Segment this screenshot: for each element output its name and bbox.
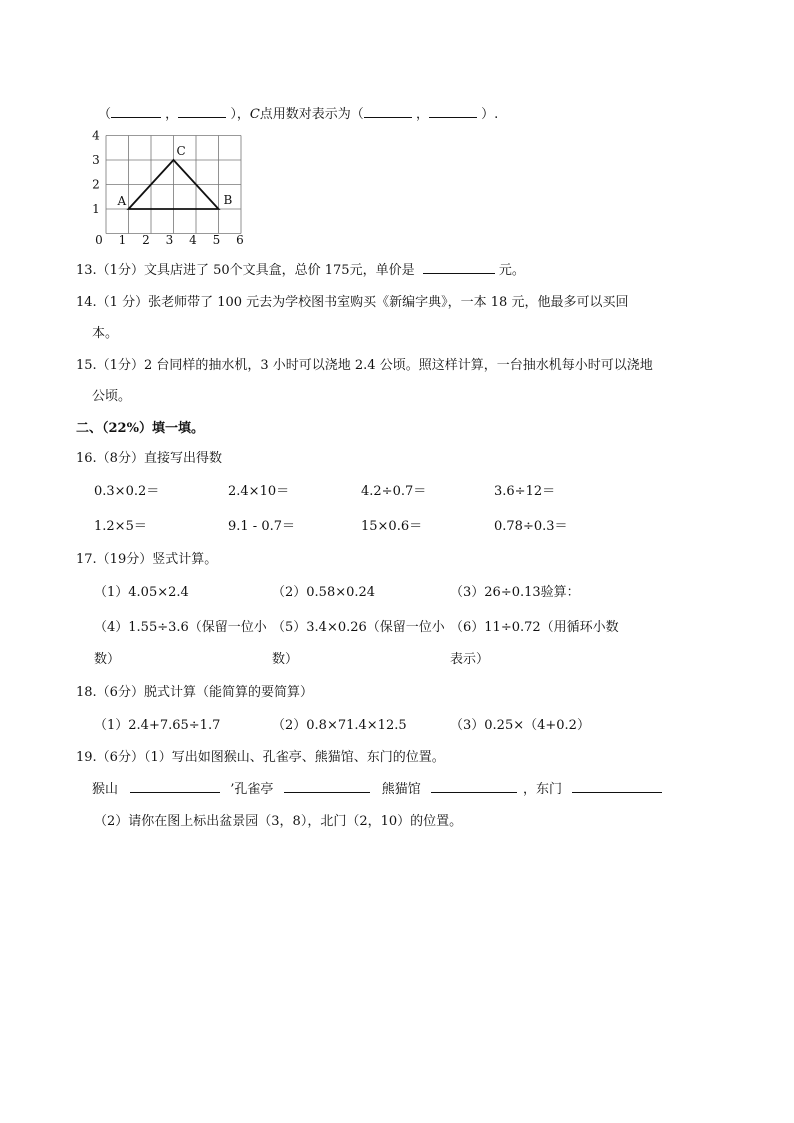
y-tick-label: 4: [92, 128, 100, 143]
q19-label-peacock: ’孔雀亭: [230, 782, 274, 797]
q18-item-1: （1）2.4+7.65÷1.7: [94, 718, 221, 733]
q18-title: 18.（6分）脱式计算（能简算的要简算）: [76, 685, 313, 700]
x-tick-label: 1: [118, 233, 127, 247]
q12-line: [98, 103, 498, 122]
x-tick-label: 2: [142, 233, 150, 247]
q19-title: 19.（6分）（1）写出如图猴山、孔雀亭、熊猫馆、东门的位置。: [76, 750, 445, 765]
q12-end: ）.: [481, 107, 499, 122]
q17-item-5-b: 数）: [272, 652, 299, 667]
q19-blank-peacock[interactable]: [284, 779, 370, 793]
q13-blank[interactable]: [423, 260, 495, 274]
q16-r2-c4: 0.78÷0.3＝: [494, 519, 568, 534]
q16-r1-c2: 2.4×10＝: [228, 484, 290, 499]
x-tick-label: 4: [189, 233, 197, 247]
q13-text: 13.（1分）文具店进了 50个文具盒，总价 175元，单价是: [76, 263, 415, 278]
q13-unit: 元。: [498, 263, 525, 278]
x-tick-label: 3: [165, 233, 174, 247]
q17-item-6-b: 表示）: [450, 652, 490, 667]
section-2-heading: 二、（22%）填一填。: [76, 421, 204, 436]
q12-open: （: [98, 107, 112, 122]
q18-item-2: （2）0.8×71.4×12.5: [272, 718, 407, 733]
q17-item-4-b: 数）: [94, 652, 121, 667]
q13-line: [76, 259, 525, 278]
q16-r1-c3: 4.2÷0.7＝: [361, 484, 427, 499]
q12-blank-4[interactable]: [429, 104, 477, 118]
q19-blank-monkey-hill[interactable]: [130, 779, 220, 793]
q18-item-3: （3）0.25×（4+0.2）: [450, 718, 590, 733]
q16-r1-c1: 0.3×0.2＝: [94, 484, 160, 499]
q17-item-6-a: （6）11÷0.72（用循环小数: [450, 620, 619, 635]
q17-item-1: （1）4.05×2.4: [94, 585, 189, 600]
q19-label-east-gate: ，东门: [523, 782, 563, 797]
q19-part-2: （2）请你在图上标出盆景园（3，8），北门（2，10）的位置。: [94, 814, 463, 829]
q12-blank-1[interactable]: [111, 104, 161, 118]
q12-comma-2: ，: [415, 107, 429, 122]
q12-mid-2: 点用数对表示为（: [259, 107, 364, 122]
q17-title: 17.（19分）竖式计算。: [76, 552, 218, 567]
q12-mid: ），: [230, 107, 250, 122]
q12-blank-3[interactable]: [364, 104, 412, 118]
q16-title: 16.（8分）直接写出得数: [76, 451, 222, 466]
q16-r2-c2: 9.1 - 0.7＝: [228, 519, 296, 534]
q19-blank-east-gate[interactable]: [572, 779, 662, 793]
q15-line-1: 15.（1分）2 台同样的抽水机，3 小时可以浇地 2.4 公顷。照这样计算，一台抽水机每小时可以浇地: [76, 358, 653, 373]
q16-r2-c3: 15×0.6＝: [361, 519, 423, 534]
point-label-c: C: [176, 144, 186, 158]
q15-line-2: 公顷。: [92, 389, 132, 404]
point-label-a: A: [117, 194, 127, 208]
q14-line-2: 本。: [92, 326, 119, 341]
q19-answer-line: [92, 778, 662, 797]
q17-item-3: （3）26÷0.13验算：: [450, 585, 580, 600]
q17-item-5-a: （5）3.4×0.26（保留一位小: [272, 620, 445, 635]
q16-r2-c1: 1.2×5＝: [94, 519, 147, 534]
q19-blank-panda[interactable]: [431, 779, 517, 793]
x-tick-label: 0: [95, 233, 103, 247]
q16-r1-c4: 3.6÷12＝: [494, 484, 556, 499]
y-tick-label: 2: [92, 177, 100, 192]
q14-line-1: 14.（1 分）张老师带了 100 元去为学校图书室购买《新编字典》，一本 18 元，他最多可以买回: [76, 295, 629, 310]
q12-blank-2[interactable]: [178, 104, 226, 118]
point-label-b: B: [223, 193, 233, 207]
q17-item-4-a: （4）1.55÷3.6（保留一位小: [94, 620, 267, 635]
coordinate-grid: [90, 128, 260, 250]
y-tick-label: 3: [92, 153, 100, 167]
y-tick-label: 1: [92, 202, 100, 216]
x-tick-label: 6: [236, 233, 244, 247]
q17-item-2: （2）0.58×0.24: [272, 585, 376, 600]
q19-label-panda: 熊猫馆: [381, 782, 421, 797]
q12-comma-1: ，: [165, 107, 179, 122]
q12-c-letter: C: [249, 107, 260, 122]
x-tick-label: 5: [212, 233, 221, 247]
q19-label-monkey-hill: 猴山: [92, 782, 119, 797]
